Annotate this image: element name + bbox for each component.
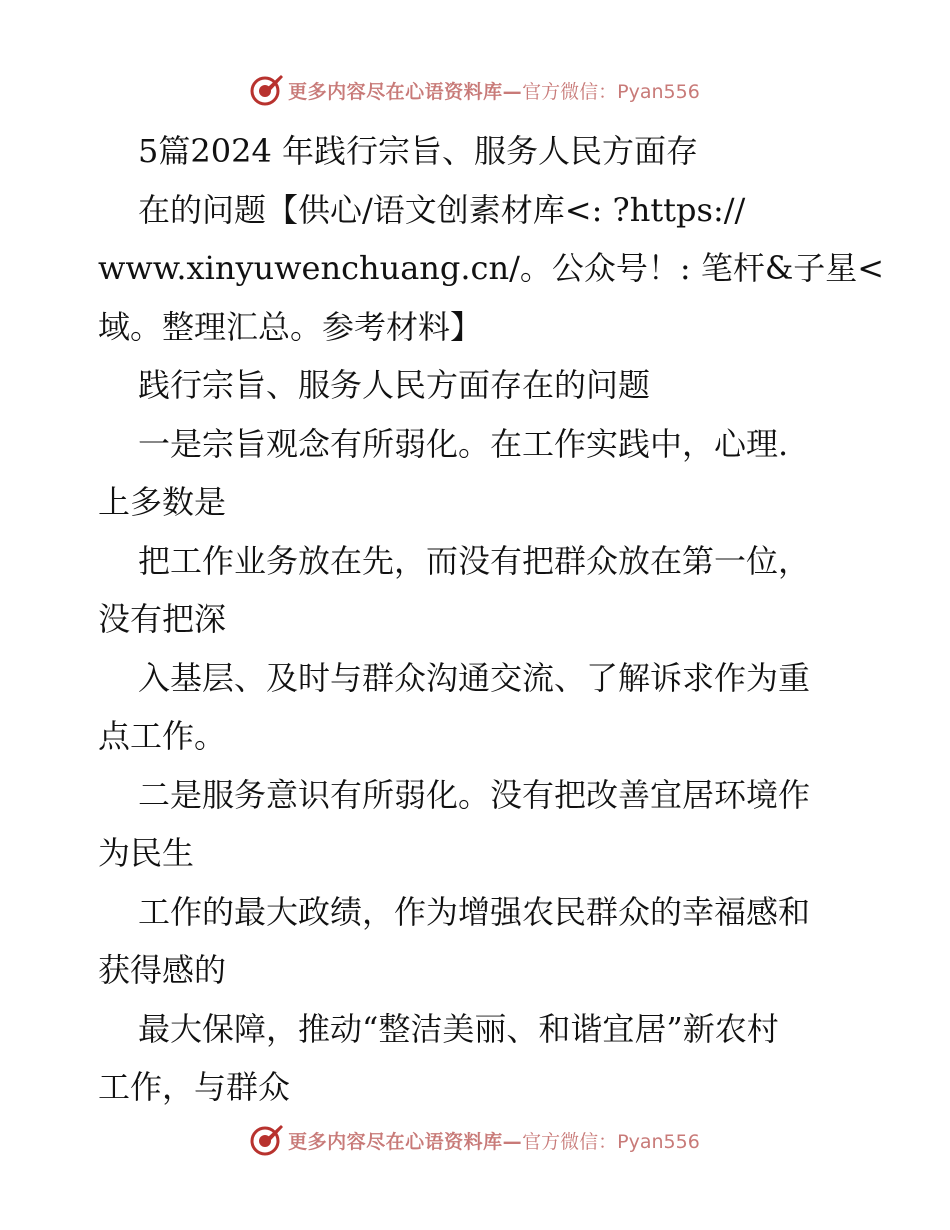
text-line: 5篇2024 年践行宗旨、服务人民方面存 (138, 132, 698, 170)
header-banner (0, 70, 950, 110)
document-body (98, 122, 885, 1117)
text-line: 二是服务意识有所弱化。没有把改善宜居环境作 (138, 775, 811, 814)
pen-logo-icon (250, 73, 284, 107)
text-line: 工作的最大政绩，作为增强农民群众的幸福感和 (138, 892, 811, 931)
header-banner-text: 更多内容尽在心语资料库— (288, 80, 523, 103)
footer-banner-wechat: 官方微信：Pyan556 (522, 1130, 700, 1153)
text-line: 获得感的 (98, 951, 227, 989)
text-line: 工作，与群众 (98, 1068, 291, 1106)
text-line: 最大保障，推动“整洁美丽、和谐宜居”新农村 (138, 1009, 779, 1048)
text-line: 一是宗旨观念有所弱化。在工作实践中，心理. (138, 424, 789, 463)
text-line: 域。整理汇总。参考材料】 (98, 307, 483, 346)
footer-banner (0, 1120, 950, 1160)
text-line: 点工作。 (98, 717, 227, 755)
text-line: 在的问题【供心/语文创素材库<: ?https:// (138, 190, 746, 229)
text-line: www.xinyuwenchuang.cn/。公众号！: 笔杆&子星< (98, 249, 885, 287)
pen-logo-icon (250, 1123, 284, 1157)
text-line: 践行宗旨、服务人民方面存在的问题 (138, 366, 651, 404)
text-line: 把工作业务放在先，而没有把群众放在第一位， (138, 541, 811, 580)
header-banner-wechat: 官方微信：Pyan556 (522, 80, 700, 103)
text-line: 没有把深 (98, 600, 227, 638)
text-line: 入基层、及时与群众沟通交流、了解诉求作为重 (138, 658, 811, 697)
text-line: 为民生 (98, 834, 195, 872)
footer-banner-text: 更多内容尽在心语资料库— (288, 1130, 523, 1153)
text-line: 上多数是 (98, 483, 227, 521)
